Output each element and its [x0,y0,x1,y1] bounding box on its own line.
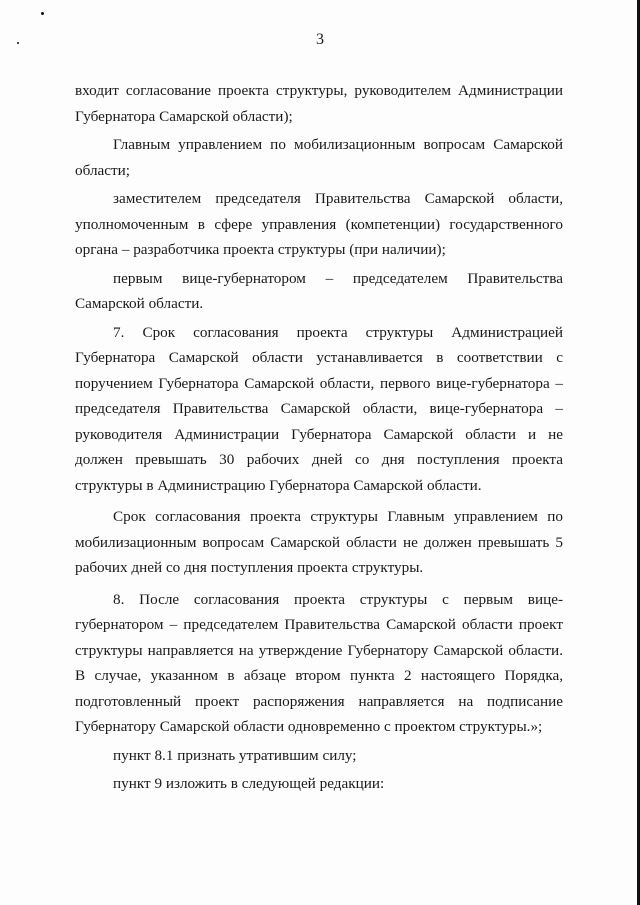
paragraph-item-9: пункт 9 изложить в следующей редакции: [113,775,385,792]
paragraph-approver-first-vice-governor: первым вице-губернатором – председателем Правительства Самарской области. [75,269,563,312]
paragraph-item-7: 7. Срок согласования проекта структуры Администрацией Губернатора Самарской области устанавливается в соответствии с поручением Губернатора Самарской области, первого вице-губернатора – председателя Правительства Самарской области, вице-губернатора – руководителя Администрации Губернатора Самарской области и не должен превышать 30 рабочих дней со дня поступления проекта структуры в Администрацию Губернатора Самарской области. [75,323,563,494]
paragraph-item-8: 8. После согласования проекта структуры с первым вице-губернатором – председателем Правительства Самарской области проект структуры направляется на утверждение Губернатору Самарской области. В случае, указанном в абзаце втором пункта 2 настоящего Порядка, подготовленный проект распоряжения направляется на подписание Губернатору Самарской области одновременно с проектом структуры.»; [75,590,563,735]
paragraph-approver-deputy-chairman: заместителем председателя Правительства Самарской области, уполномоченным в сфере управления (компетенции) государственного органа – разработчика проекта структуры (при наличии); [75,190,563,258]
paragraph-continuation: входит согласование проекта структуры, руководителем Администрации Губернатора Самарской области); [75,82,563,125]
page-number: 3 [316,31,324,48]
paragraph-item-8-1: пункт 8.1 признать утратившим силу; [113,746,357,764]
document-body [75,78,563,797]
paragraph-deadline-mobilization: Срок согласования проекта структуры Главным управлением по мобилизационным вопросам Самарской области не должен превышать 5 рабочих дней со дня поступления проекта структуры. [75,508,563,576]
paragraph-approver-mobilization: Главным управлением по мобилизационным вопросам Самарской области; [75,136,563,179]
scan-speck [41,12,44,15]
